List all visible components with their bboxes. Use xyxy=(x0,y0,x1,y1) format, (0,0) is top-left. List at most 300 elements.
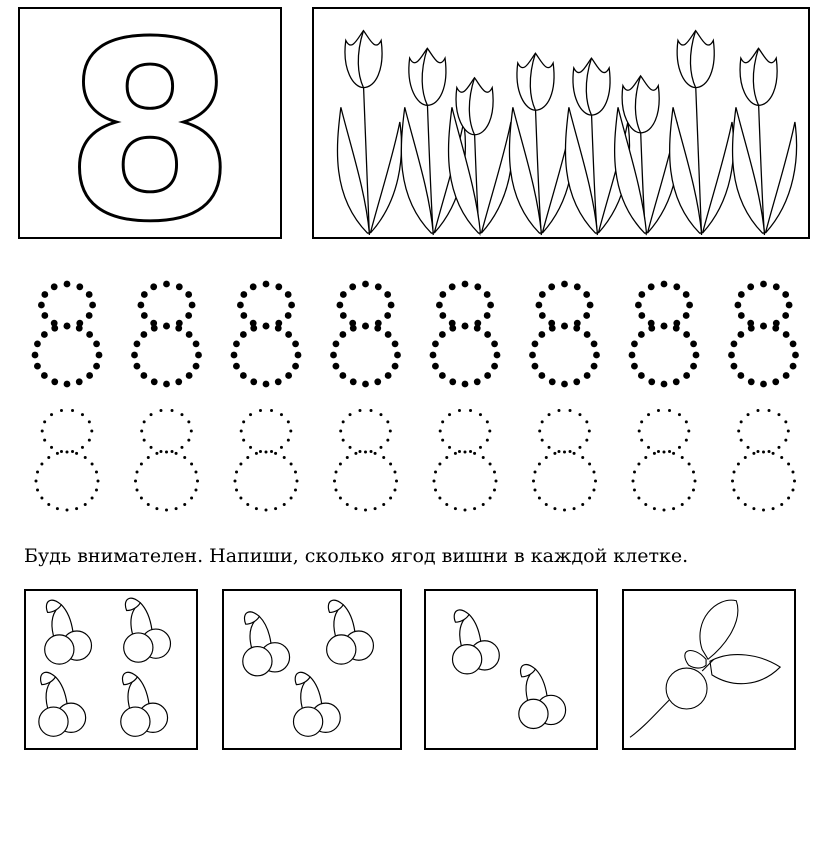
trace-dot xyxy=(35,480,38,483)
trace-dot xyxy=(362,381,369,388)
trace-dot xyxy=(32,352,39,359)
cherry-stem xyxy=(259,616,271,643)
trace-dot xyxy=(233,341,240,348)
trace-dot xyxy=(584,372,591,379)
cherry-berry xyxy=(121,707,150,736)
trace-dot xyxy=(189,302,196,309)
dotted-eight-bold xyxy=(430,281,501,388)
trace-dot xyxy=(75,507,78,510)
trace-dot xyxy=(793,480,796,483)
trace-dot xyxy=(633,488,636,491)
cherry-pair-icon xyxy=(519,665,566,729)
radish-icon xyxy=(630,600,780,737)
tulip-flower xyxy=(409,48,446,105)
trace-dot xyxy=(340,291,347,298)
trace-dot xyxy=(333,363,340,370)
trace-dot xyxy=(86,331,93,338)
trace-dot xyxy=(648,325,655,332)
trace-dot xyxy=(41,372,48,379)
trace-dot xyxy=(683,331,690,338)
trace-dot xyxy=(638,291,645,298)
cherry-stem xyxy=(137,677,149,704)
trace-dot xyxy=(688,497,691,500)
trace-dot xyxy=(337,302,344,309)
trace-dot xyxy=(165,509,168,512)
trace-dot xyxy=(782,291,789,298)
cherry-leaf xyxy=(41,672,56,684)
trace-dot xyxy=(434,488,437,491)
trace-dot xyxy=(787,497,790,500)
trace-dot xyxy=(591,341,598,348)
trace-dot xyxy=(175,325,182,332)
cherry-berry xyxy=(124,633,153,662)
trace-dot xyxy=(534,471,537,474)
trace-dot xyxy=(41,430,44,433)
trace-dot xyxy=(438,497,441,500)
trace-dot xyxy=(561,323,568,330)
trace-dot xyxy=(76,378,83,385)
dotted-eight-light xyxy=(532,409,597,511)
trace-dot xyxy=(557,409,560,412)
trace-dot xyxy=(349,283,356,290)
trace-dot xyxy=(737,462,740,465)
trace-dot xyxy=(93,363,100,370)
trace-dot xyxy=(374,378,381,385)
radish-tail xyxy=(630,700,669,737)
trace-dot xyxy=(647,446,650,449)
trace-dot xyxy=(780,456,783,459)
trace-dot xyxy=(744,503,747,506)
trace-dot xyxy=(346,456,349,459)
digit-panel xyxy=(18,7,282,239)
trace-dot xyxy=(275,325,282,332)
trace-row-light xyxy=(20,402,810,520)
digit-eight-outline: 8 xyxy=(64,9,236,237)
trace-dot xyxy=(772,452,775,455)
radish-icon xyxy=(624,591,794,748)
trace-dot xyxy=(195,352,202,359)
trace-dot xyxy=(592,488,595,491)
trace-dot xyxy=(382,503,385,506)
trace-dot xyxy=(36,488,39,491)
trace-dot xyxy=(370,409,373,412)
trace-dot xyxy=(432,363,439,370)
trace-dot xyxy=(782,312,789,319)
trace-dot xyxy=(255,452,258,455)
trace-dot xyxy=(439,430,442,433)
trace-dot xyxy=(449,325,456,332)
trace-dot xyxy=(375,283,382,290)
cherry-leaf xyxy=(46,600,61,612)
digit-outline xyxy=(20,9,280,237)
trace-dot xyxy=(762,509,765,512)
trace-dot xyxy=(744,456,747,459)
trace-dot xyxy=(768,450,771,453)
trace-dot xyxy=(392,341,399,348)
trace-dot xyxy=(34,363,41,370)
trace-dot xyxy=(592,471,595,474)
cherry-box-3[interactable] xyxy=(424,589,598,750)
tulip-icon xyxy=(449,78,513,235)
trace-dot xyxy=(249,413,252,416)
trace-dot xyxy=(285,291,292,298)
trace-dot xyxy=(66,509,69,512)
trace-dot xyxy=(747,413,750,416)
trace-dot xyxy=(584,331,591,338)
trace-dot xyxy=(290,497,293,500)
trace-dot xyxy=(287,439,290,442)
tulip-icon xyxy=(733,48,797,235)
trace-dot xyxy=(436,302,443,309)
tulip-flower xyxy=(740,48,777,105)
trace-dot xyxy=(294,471,297,474)
trace-dot xyxy=(638,430,641,433)
tulip-flower xyxy=(345,31,382,88)
trace-dot xyxy=(787,462,790,465)
trace-dot xyxy=(532,480,535,483)
trace-dot xyxy=(56,507,59,510)
trace-dot xyxy=(171,409,174,412)
tulip-flower xyxy=(456,78,493,135)
trace-dot xyxy=(462,281,469,288)
trace-dot xyxy=(661,381,668,388)
trace-dot xyxy=(740,420,743,423)
dotted-eight-bold xyxy=(131,281,202,388)
trace-dot xyxy=(51,283,58,290)
cherry-pair-icon xyxy=(293,672,340,736)
cherry-pair-icon xyxy=(243,612,290,676)
trace-dot xyxy=(143,439,146,442)
trace-dot xyxy=(242,420,245,423)
trace-dot xyxy=(663,451,666,454)
dotted-eight-light xyxy=(433,409,498,511)
trace-dot xyxy=(288,302,295,309)
trace-dot xyxy=(81,446,84,449)
cherry-box-1[interactable] xyxy=(24,589,198,750)
trace-dot xyxy=(175,378,182,385)
trace-dot xyxy=(374,325,381,332)
trace-dot xyxy=(379,446,382,449)
trace-dot xyxy=(64,323,71,330)
trace-dot xyxy=(91,462,94,465)
trace-dot xyxy=(632,480,635,483)
trace-dot xyxy=(458,450,461,453)
trace-dot xyxy=(462,323,469,330)
trace-dot xyxy=(240,331,247,338)
trace-dot xyxy=(40,462,43,465)
trace-dot xyxy=(635,302,642,309)
trace-dot xyxy=(136,488,139,491)
trace-dot xyxy=(147,456,150,459)
trace-dot xyxy=(190,497,193,500)
trace-dot xyxy=(653,452,656,455)
trace-dot xyxy=(289,430,292,433)
trace-dot xyxy=(638,331,645,338)
trace-dot xyxy=(541,439,544,442)
trace-dot xyxy=(631,341,638,348)
trace-dot xyxy=(737,497,740,500)
trace-dot xyxy=(587,302,594,309)
trace-dot xyxy=(265,451,268,454)
trace-dot xyxy=(95,488,98,491)
trace-dot xyxy=(588,497,591,500)
trace-dot xyxy=(748,325,755,332)
trace-dot xyxy=(756,450,759,453)
dotted-eight-light xyxy=(731,409,796,511)
trace-dot xyxy=(89,302,96,309)
trace-dot xyxy=(384,312,391,319)
trace-dot xyxy=(678,413,681,416)
trace-dot xyxy=(692,488,695,491)
trace-dot xyxy=(239,497,242,500)
radish-leaf xyxy=(700,600,738,659)
trace-dot xyxy=(280,446,283,449)
dotted-eight-bold xyxy=(32,281,103,388)
trace-dot xyxy=(486,439,489,442)
trace-dot xyxy=(333,341,340,348)
trace-dot xyxy=(294,488,297,491)
trace-dot xyxy=(548,413,551,416)
radish-box[interactable] xyxy=(622,589,796,750)
trace-dot xyxy=(165,451,168,454)
cherry-box-2[interactable] xyxy=(222,589,402,750)
trace-dot xyxy=(548,283,555,290)
trace-dot xyxy=(349,446,352,449)
trace-dot xyxy=(569,409,572,412)
trace-dot xyxy=(180,413,183,416)
trace-dot xyxy=(464,451,467,454)
trace-dot xyxy=(283,456,286,459)
trace-dot xyxy=(474,378,481,385)
trace-dot xyxy=(233,363,240,370)
trace-dot xyxy=(185,312,192,319)
cherry-berry xyxy=(452,645,481,674)
cherry-berry xyxy=(327,635,356,664)
cherry-leaf xyxy=(328,600,343,612)
trace-dot xyxy=(364,509,367,512)
trace-dot xyxy=(685,439,688,442)
trace-dot xyxy=(159,409,162,412)
trace-dot xyxy=(175,507,178,510)
trace-dot xyxy=(631,363,638,370)
trace-dot xyxy=(783,331,790,338)
trace-dot xyxy=(441,420,444,423)
trace-dot xyxy=(349,413,352,416)
trace-dot xyxy=(561,281,568,288)
trace-dot xyxy=(640,420,643,423)
trace-dot xyxy=(155,507,158,510)
trace-dot xyxy=(183,456,186,459)
trace-dot xyxy=(479,446,482,449)
trace-dot xyxy=(494,352,501,359)
trace-dot xyxy=(668,450,671,453)
trace-dot xyxy=(747,283,754,290)
trace-dot xyxy=(629,352,636,359)
trace-dot xyxy=(97,480,100,483)
trace-dot xyxy=(585,439,588,442)
trace-dot xyxy=(246,503,249,506)
trace-dot xyxy=(731,363,738,370)
trace-dot xyxy=(569,450,572,453)
trace-dot xyxy=(638,312,645,319)
trace-dot xyxy=(434,471,437,474)
trace-dot xyxy=(787,430,790,433)
trace-dot xyxy=(683,372,690,379)
cherry-berry xyxy=(39,707,68,736)
trace-dot xyxy=(47,456,50,459)
trace-dot xyxy=(358,409,361,412)
trace-dot xyxy=(389,462,392,465)
trace-dot xyxy=(439,312,446,319)
trace-dot xyxy=(482,456,485,459)
trace-dot xyxy=(50,413,53,416)
trace-dot xyxy=(163,281,170,288)
dotted-eight-bold xyxy=(529,281,600,388)
cherry-pair-icon xyxy=(45,600,92,664)
trace-dot xyxy=(185,291,192,298)
trace-dot xyxy=(474,325,481,332)
trace-dot xyxy=(464,509,467,512)
trace-dot xyxy=(134,480,137,483)
trace-dot xyxy=(640,439,643,442)
trace-dot xyxy=(791,488,794,491)
trace-dot xyxy=(240,291,247,298)
trace-dot xyxy=(486,420,489,423)
cherries-icon xyxy=(224,591,400,748)
trace-dot xyxy=(240,430,243,433)
trace-dot xyxy=(473,452,476,455)
trace-dot xyxy=(60,450,63,453)
trace-dot xyxy=(469,409,472,412)
cherry-leaf xyxy=(295,672,310,684)
trace-dot xyxy=(663,509,666,512)
trace-dot xyxy=(88,439,91,442)
trace-dot xyxy=(259,450,262,453)
trace-dot xyxy=(553,452,556,455)
trace-dot xyxy=(350,378,357,385)
trace-dot xyxy=(239,462,242,465)
dotted-eight-light xyxy=(234,409,299,511)
trace-dot xyxy=(249,446,252,449)
trace-dot xyxy=(573,325,580,332)
trace-dot xyxy=(541,420,544,423)
trace-dot xyxy=(657,409,660,412)
trace-dot xyxy=(136,471,139,474)
trace-dot xyxy=(668,409,671,412)
cherry-pair-icon xyxy=(124,598,171,662)
tulip-leaf xyxy=(481,122,512,233)
trace-dot xyxy=(151,378,158,385)
trace-dot xyxy=(648,283,655,290)
trace-dot xyxy=(432,341,439,348)
trace-dot xyxy=(295,352,302,359)
trace-dot xyxy=(171,450,174,453)
trace-dot xyxy=(193,363,200,370)
trace-dot xyxy=(270,409,273,412)
trace-dot xyxy=(484,312,491,319)
trace-dot xyxy=(740,439,743,442)
trace-dot xyxy=(354,507,357,510)
trace-dot xyxy=(737,331,744,338)
trace-dot xyxy=(143,420,146,423)
trace-dot xyxy=(91,497,94,500)
trace-dot xyxy=(275,283,282,290)
trace-dot xyxy=(731,341,738,348)
trace-dot xyxy=(545,456,548,459)
trace-dot xyxy=(563,509,566,512)
trace-dot xyxy=(263,323,270,330)
trace-dot xyxy=(134,363,141,370)
trace-dot xyxy=(259,409,262,412)
trace-dot xyxy=(86,291,93,298)
trace-dot xyxy=(445,503,448,506)
trace-dot xyxy=(384,291,391,298)
trace-dot xyxy=(95,471,98,474)
trace-dot xyxy=(445,456,448,459)
trace-dot xyxy=(138,302,145,309)
trace-dot xyxy=(760,281,767,288)
trace-dot xyxy=(780,503,783,506)
trace-dot xyxy=(549,325,556,332)
cherries-icon xyxy=(426,591,596,748)
cherry-stem xyxy=(61,605,73,632)
trace-dot xyxy=(339,331,346,338)
trace-dot xyxy=(66,451,69,454)
trace-dot xyxy=(773,283,780,290)
trace-dot xyxy=(393,488,396,491)
trace-dot xyxy=(581,456,584,459)
trace-dot xyxy=(150,283,157,290)
trace-dot xyxy=(538,497,541,500)
trace-dot xyxy=(60,409,63,412)
cherry-leaf xyxy=(125,598,140,610)
trace-dot xyxy=(186,331,193,338)
trace-dot xyxy=(187,420,190,423)
trace-dot xyxy=(285,331,292,338)
trace-dot xyxy=(474,283,481,290)
trace-dot xyxy=(448,446,451,449)
trace-dot xyxy=(394,352,401,359)
trace-dot xyxy=(190,430,193,433)
trace-dot xyxy=(280,413,283,416)
trace-dot xyxy=(484,331,491,338)
trace-dot xyxy=(71,450,74,453)
trace-dot xyxy=(538,462,541,465)
trace-dot xyxy=(760,381,767,388)
trace-dot xyxy=(735,302,742,309)
trace-dot xyxy=(180,446,183,449)
trace-dot xyxy=(777,413,780,416)
trace-dot xyxy=(84,456,87,459)
trace-dot xyxy=(237,302,244,309)
trace-dot xyxy=(487,302,494,309)
trace-dot xyxy=(250,378,257,385)
trace-dot xyxy=(752,507,755,510)
trace-dot xyxy=(93,341,100,348)
trace-dot xyxy=(240,312,247,319)
trace-dot xyxy=(140,497,143,500)
trace-dot xyxy=(196,480,199,483)
trace-dot xyxy=(594,480,597,483)
trace-dot xyxy=(762,451,765,454)
trace-dot xyxy=(593,352,600,359)
trace-dot xyxy=(791,471,794,474)
trace-dot xyxy=(342,439,345,442)
cherry-pair-icon xyxy=(327,600,374,664)
cherry-pair-icon xyxy=(121,672,168,736)
trace-dot xyxy=(747,446,750,449)
trace-dot xyxy=(458,409,461,412)
